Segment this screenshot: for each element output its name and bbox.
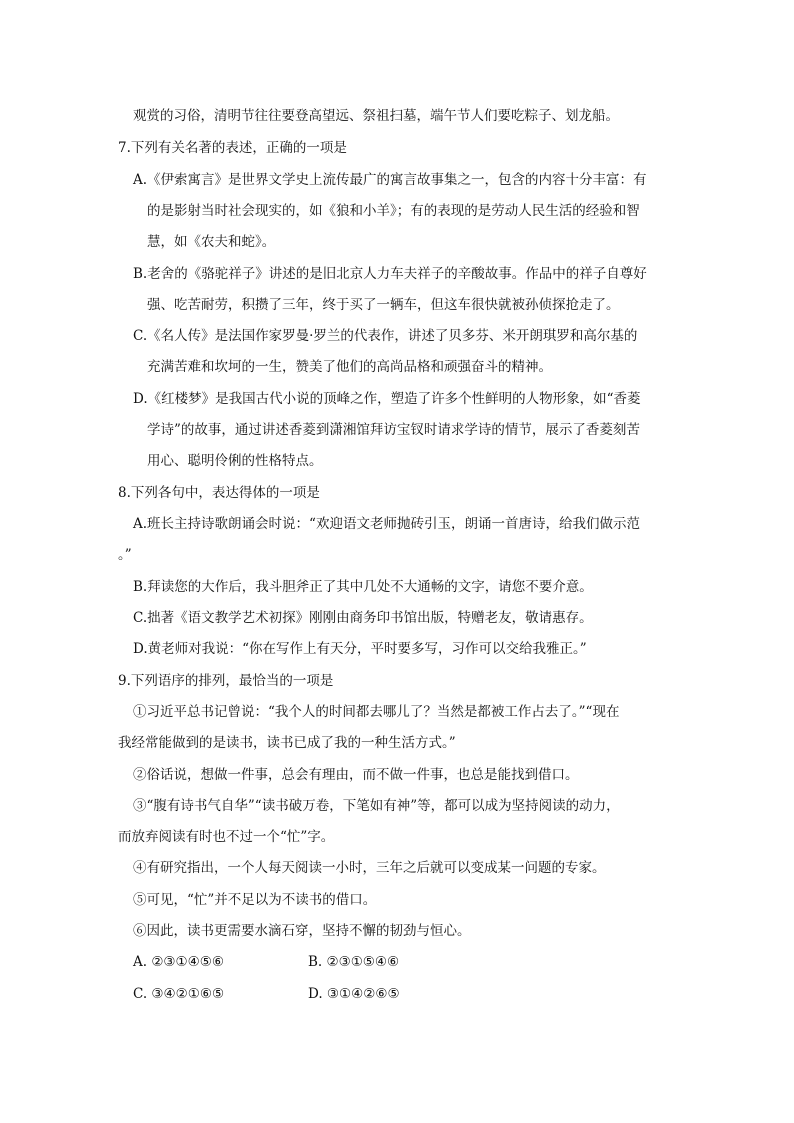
- q7-option-c-line-2: 充满苦难和坎坷的一生，赞美了他们的高尚品格和顽强奋斗的精神。: [147, 359, 552, 375]
- q8-option-b: B.拜读您的大作后，我斗胆斧正了其中几处不大通畅的文字，请您不要介意。: [133, 579, 593, 595]
- q8-option-d: D.黄老师对我说：“你在写作上有天分，平时要多写，习作可以交给我雅正。”: [133, 641, 587, 657]
- q7-option-d-line-3: 用心、聪明伶俐的性格特点。: [147, 453, 323, 469]
- q9-choice-d: D. ③①④②⑥⑤: [308, 986, 400, 1002]
- q9-choice-c: C. ③④②①⑥⑤: [133, 986, 225, 1002]
- sentence-3-line-1: ③“腹有诗书气自华”“读书破万卷，下笔如有神”等，都可以成为坚持阅读的动力，: [133, 798, 620, 814]
- question-8: 8.下列各句中，表达得体的一项是: [118, 485, 320, 501]
- q7-option-c-line-1: C.《名人传》是法国作家罗曼·罗兰的代表作，讲述了贝多芬、米开朗琪罗和高尔基的: [133, 328, 638, 344]
- q8-option-a-line-1: A.班长主持诗歌朗诵会时说：“欢迎语文老师抛砖引玉，朗诵一首唐诗，给我们做示范: [133, 516, 640, 532]
- sentence-1-line-1: ①习近平总书记曾说：“我个人的时间都去哪儿了？当然是都被工作占去了。”“现在: [133, 704, 620, 720]
- sentence-2: ②俗话说，想做一件事，总会有理由，而不做一件事，也总是能找到借口。: [133, 767, 579, 783]
- q9-choice-b: B. ②③①⑤④⑥: [308, 954, 400, 970]
- sentence-6: ⑥因此，读书更需要水滴石穿，坚持不懈的韧劲与恒心。: [133, 923, 471, 939]
- question-7: 7.下列有关名著的表述，正确的一项是: [118, 140, 347, 156]
- sentence-5: ⑤可见，“忙”并不足以为不读书的借口。: [133, 892, 377, 908]
- intro-line: 观赏的习俗，清明节往往要登高望远、祭祖扫墓，端午节人们要吃粽子、划龙船。: [133, 108, 619, 124]
- q9-choice-a: A. ②③①④⑤⑥: [133, 954, 224, 970]
- question-9: 9.下列语序的排列，最恰当的一项是: [118, 673, 334, 689]
- sentence-3-line-2: 而放弃阅读有时也不过一个“忙”字。: [118, 829, 335, 845]
- q8-option-c: C.拙著《语文教学艺术初探》刚刚由商务印书馆出版，特赠老友，敬请惠存。: [133, 610, 593, 626]
- q7-option-a-line-3: 慧，如《农夫和蛇》。: [147, 234, 276, 250]
- q7-option-a-line-1: A.《伊索寓言》是世界文学史上流传最广的寓言故事集之一，包含的内容十分丰富：有: [133, 172, 647, 188]
- sentence-1-line-2: 我经常能做到的是读书，读书已成了我的一种生活方式。”: [118, 735, 456, 751]
- q7-option-d-line-1: D.《红楼梦》是我国古代小说的顶峰之作，塑造了许多个性鲜明的人物形象，如“香菱: [133, 391, 641, 407]
- sentence-4: ④有研究指出，一个人每天阅读一小时，三年之后就可以变成某一问题的专家。: [133, 860, 606, 876]
- q7-option-a-line-2: 的是影射当时社会现实的，如《狼和小羊》；有的表现的是劳动人民生活的经验和智: [147, 203, 640, 219]
- q7-option-d-line-2: 学诗”的故事，通过讲述香菱到潇湘馆拜访宝钗时请求学诗的情节，展示了香菱刻苦: [147, 422, 640, 438]
- q7-option-b-line-1: B.老舍的《骆驼祥子》讲述的是旧北京人力车夫祥子的辛酸故事。作品中的祥子自尊好: [133, 266, 647, 282]
- q8-option-a-line-2: 。”: [118, 547, 132, 563]
- q7-option-b-line-2: 强、吃苦耐劳，积攒了三年，终于买了一辆车，但这车很快就被孙侦探抢走了。: [147, 297, 620, 313]
